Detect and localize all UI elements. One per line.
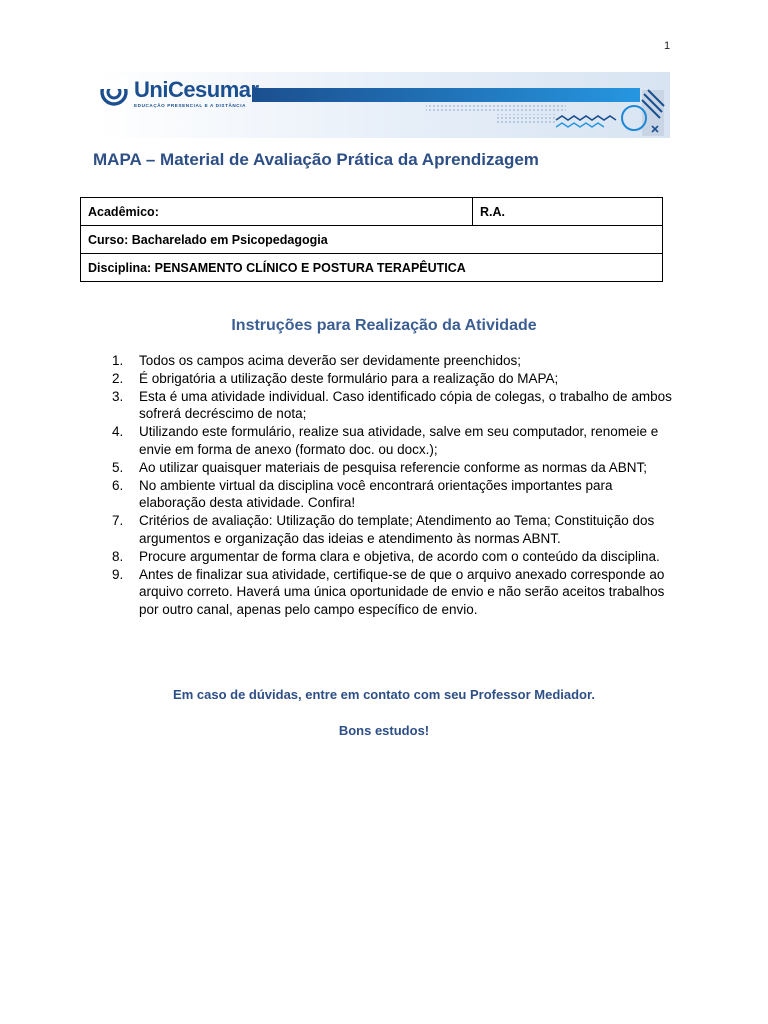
- list-item: [112, 370, 678, 388]
- curso-field: Curso: Bacharelado em Psicopedagogia: [81, 226, 663, 254]
- table-row: [81, 254, 663, 282]
- header-banner: [96, 72, 670, 138]
- brand-tagline: EDUCAÇÃO PRESENCIAL E A DISTÂNCIA: [134, 103, 247, 108]
- unicesumar-logo: [100, 78, 259, 108]
- item-number: 3.: [112, 388, 124, 404]
- list-item: [112, 388, 678, 424]
- ra-field[interactable]: R.A.: [473, 198, 663, 226]
- item-number: 1.: [112, 353, 124, 368]
- instructions-list: [112, 352, 678, 619]
- contact-note: Em caso de dúvidas, entre em contato com seu Professor Mediador.: [173, 687, 595, 702]
- item-text: Procure argumentar de forma clara e objetiva, de acordo com o conteúdo da disciplina.: [139, 548, 660, 564]
- item-text: Utilizando este formulário, realize sua atividade, salve em seu computador, renomeie e envie em forma de anexo (formato doc. ou docx.);: [139, 424, 659, 457]
- item-number: 9.: [112, 566, 124, 582]
- item-number: 4.: [112, 424, 124, 440]
- student-info-table: [80, 197, 663, 282]
- item-number: 6.: [112, 477, 124, 493]
- item-number: 2.: [112, 370, 124, 386]
- item-text: Esta é uma atividade individual. Caso identificado cópia de colegas, o trabalho de ambos sofrerá decréscimo de nota;: [139, 388, 672, 422]
- list-item: [112, 512, 678, 548]
- page-number: 1: [664, 40, 671, 52]
- table-row: [81, 198, 663, 226]
- item-text: No ambiente virtual da disciplina você encontrará orientações importantes para elaboração desta atividade. Confira!: [139, 477, 613, 511]
- item-text: Antes de finalizar sua atividade, certifique-se de que o arquivo anexado corresponde ao arquivo correto. Haverá uma única oportunidade de envio e não serão aceitos trabalhos por outro canal, apenas pelo campo específico de envio.: [139, 566, 665, 618]
- document-title: MAPA – Material de Avaliação Prática da Aprendizagem: [93, 150, 539, 169]
- list-item: [112, 459, 678, 477]
- list-item: [112, 352, 678, 370]
- list-item: [112, 548, 678, 566]
- academico-field[interactable]: Acadêmico:: [81, 198, 473, 226]
- item-text: Critérios de avaliação: Utilização do template; Atendimento ao Tema; Constituição dos argumentos e organização das ideias e atendimento às normas ABNT.: [139, 513, 655, 546]
- item-number: 5.: [112, 459, 124, 475]
- instructions-title: Instruções para Realização da Atividade: [231, 317, 537, 334]
- item-text: Ao utilizar quaisquer materiais de pesquisa referencie conforme as normas da ABNT;: [139, 459, 648, 475]
- logo-mark-icon: [100, 78, 128, 106]
- item-text: Todos os campos acima deverão ser devidamente preenchidos;: [139, 353, 521, 368]
- item-text: É obrigatória a utilização deste formulário para a realização do MAPA;: [139, 370, 559, 386]
- list-item: [112, 566, 678, 619]
- farewell-note: Bons estudos!: [338, 723, 430, 738]
- item-number: 8.: [112, 548, 124, 564]
- list-item: [112, 423, 678, 459]
- item-number: 7.: [112, 513, 124, 529]
- disciplina-field: Disciplina: PENSAMENTO CLÍNICO E POSTURA TERAPÊUTICA: [81, 254, 663, 282]
- list-item: [112, 477, 678, 513]
- table-row: [81, 226, 663, 254]
- brand-name: UniCesumar: [134, 77, 259, 102]
